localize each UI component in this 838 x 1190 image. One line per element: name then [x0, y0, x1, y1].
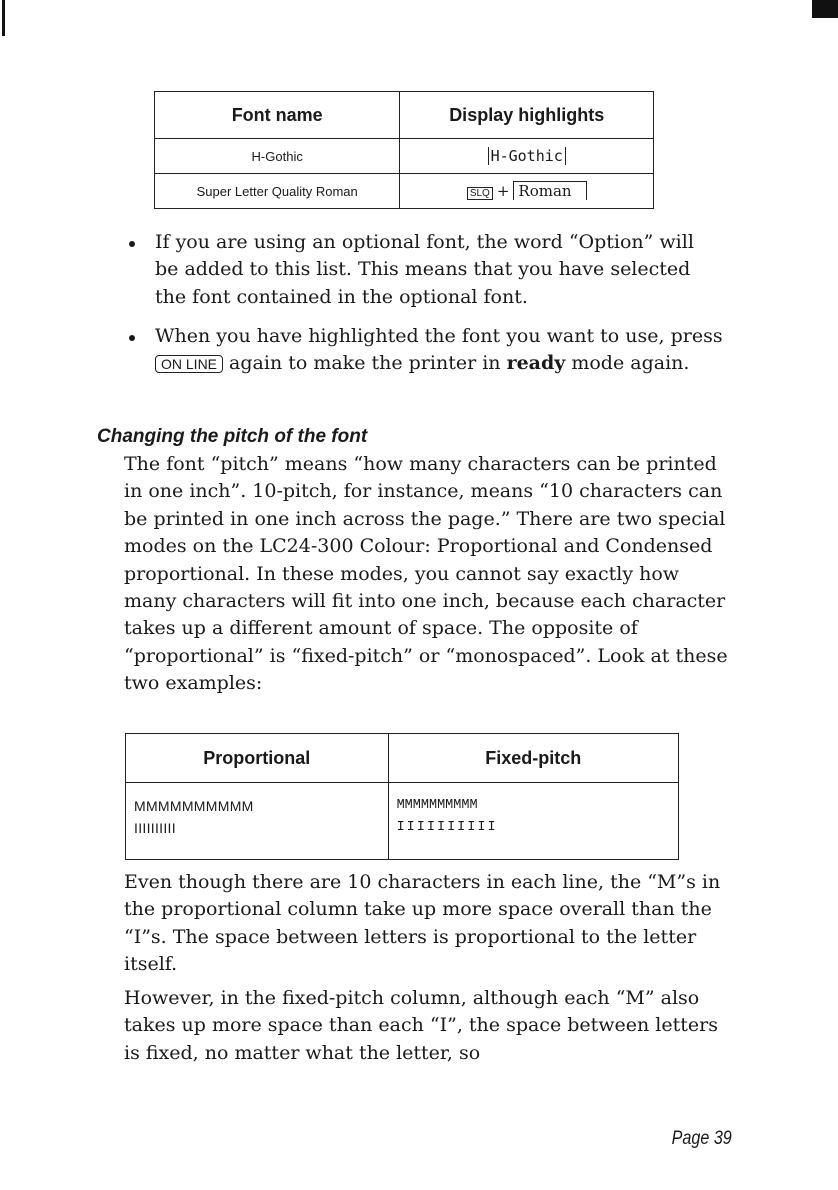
font-table [154, 91, 654, 209]
page-number: Page 39 [671, 1128, 732, 1149]
display-cell [400, 174, 654, 209]
proportional-sample-cell [126, 783, 389, 860]
slq-key-label: SLQ [467, 187, 493, 200]
bullet-text-option: If you are using an optional font, the word “Option” will be added to this list. This means that you have selected the font contained in the optional font. [155, 231, 694, 308]
pitch-table-header-row [126, 734, 679, 783]
fixed-pitch-header: Fixed-pitch [388, 734, 678, 783]
display-highlights-header: Display highlights [400, 92, 654, 139]
proportional-header: Proportional [126, 734, 389, 783]
proportional-m-line: MMMMMMMMMM [134, 798, 254, 814]
paragraph-even-though: Even though there are 10 characters in each line, the “M”s in the proportional column take up more space overall than the “I”s. The space between letters is proportional to the letter itself. [124, 871, 721, 976]
lcd-display-text: H-Gothic [488, 147, 566, 165]
section-paragraph: The font “pitch” means “how many characters can be printed in one inch”. 10-pitch, for instance, means “10 characters can be printed in one inch across the page.” There are two special modes on the LC24-300 Colour: Proportional and Condensed proportional. In these modes, you cannot say exactly how many characters will fit into one inch, because each character takes up a different amount of space. The opposite of “proportional” is “fixed-pitch” or “monospaced”. Look at these two examples: [124, 453, 728, 695]
online-key-label: ON LINE [155, 355, 223, 373]
bullet-text-part: mode again. [565, 352, 690, 375]
bullet-text-part: again to make the printer in [223, 352, 507, 375]
fixed-m-line: MMMMMMMMMM [396, 798, 478, 813]
font-table-header-row [155, 92, 654, 139]
paragraph-however: However, in the fixed-pitch column, although each “M” also takes up more space than each “I”, the space between letters is fixed, no matter what the letter, so [124, 987, 718, 1064]
bullet-text-online [155, 323, 725, 379]
scan-corner-mark [812, 0, 838, 18]
table-row [155, 174, 654, 209]
display-cell [400, 139, 654, 174]
table-row [155, 139, 654, 174]
proportional-i-line: IIIIIIIIII [134, 820, 176, 836]
pitch-example-table [125, 733, 679, 860]
lcd-display-text: Roman [513, 181, 586, 200]
table-row [126, 783, 679, 860]
font-name-cell: Super Letter Quality Roman [155, 174, 400, 209]
ready-emphasis: ready [506, 352, 566, 375]
bullet-text-part: When you have highlighted the font you want to use, press [155, 325, 723, 347]
font-name-header: Font name [155, 92, 400, 139]
plus-sign: + [496, 182, 510, 200]
bullet-dot [129, 241, 135, 247]
section-heading: Changing the pitch of the font [97, 426, 368, 447]
fixed-i-line: IIIIIIIIII [396, 820, 498, 835]
fixed-sample-cell [388, 783, 678, 860]
scan-edge-mark [2, 0, 5, 36]
bullet-dot [129, 335, 135, 341]
font-name-cell: H-Gothic [155, 139, 400, 174]
